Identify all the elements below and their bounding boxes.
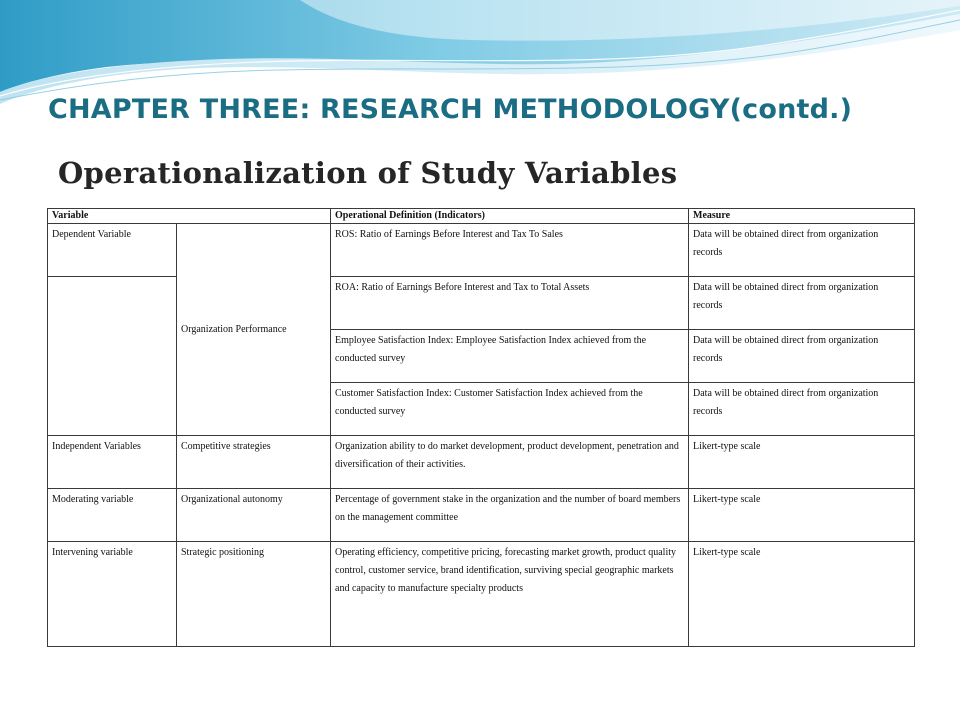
table-header-row xyxy=(48,209,915,224)
slide-subtitle: Operationalization of Study Variables xyxy=(58,156,678,190)
cell-definition: ROA: Ratio of Earnings Before Interest and Tax to Total Assets xyxy=(331,277,689,330)
header-variable: Variable xyxy=(48,209,331,224)
chapter-title: CHAPTER THREE: RESEARCH METHODOLOGY(contd.) xyxy=(48,94,853,125)
cell-measure: Data will be obtained direct from organization records xyxy=(689,277,915,330)
cell-measure: Data will be obtained direct from organization records xyxy=(689,383,915,436)
cell-definition: Operating efficiency, competitive pricing, forecasting market growth, product quality control, customer service, brand identification, surviving special geographic markets and capacity to manufacture specialty products xyxy=(331,542,689,647)
cell-measure: Likert-type scale xyxy=(689,542,915,647)
cell-construct: Organization Performance xyxy=(177,224,331,436)
cell-definition: Customer Satisfaction Index: Customer Satisfaction Index achieved from the conducted survey xyxy=(331,383,689,436)
table-row xyxy=(48,224,915,277)
table-row xyxy=(48,489,915,542)
cell-definition: ROS: Ratio of Earnings Before Interest and Tax To Sales xyxy=(331,224,689,277)
operationalization-table xyxy=(47,208,915,647)
cell-definition: Employee Satisfaction Index: Employee Satisfaction Index achieved from the conducted survey xyxy=(331,330,689,383)
table-row xyxy=(48,436,915,489)
cell-measure: Likert-type scale xyxy=(689,489,915,542)
cell-variable: Independent Variables xyxy=(48,436,177,489)
cell-definition: Percentage of government stake in the organization and the number of board members on the management committee xyxy=(331,489,689,542)
cell-definition: Organization ability to do market development, product development, penetration and diversification of their activities. xyxy=(331,436,689,489)
cell-measure: Likert-type scale xyxy=(689,436,915,489)
cell-variable-empty xyxy=(48,277,177,436)
cell-measure: Data will be obtained direct from organization records xyxy=(689,224,915,277)
cell-construct: Organizational autonomy xyxy=(177,489,331,542)
header-measure: Measure xyxy=(689,209,915,224)
cell-variable: Dependent Variable xyxy=(48,224,177,277)
cell-variable: Moderating variable xyxy=(48,489,177,542)
cell-measure: Data will be obtained direct from organization records xyxy=(689,330,915,383)
header-operational-definition: Operational Definition (Indicators) xyxy=(331,209,689,224)
cell-variable: Intervening variable xyxy=(48,542,177,647)
cell-construct: Strategic positioning xyxy=(177,542,331,647)
table-row xyxy=(48,542,915,647)
cell-construct: Competitive strategies xyxy=(177,436,331,489)
